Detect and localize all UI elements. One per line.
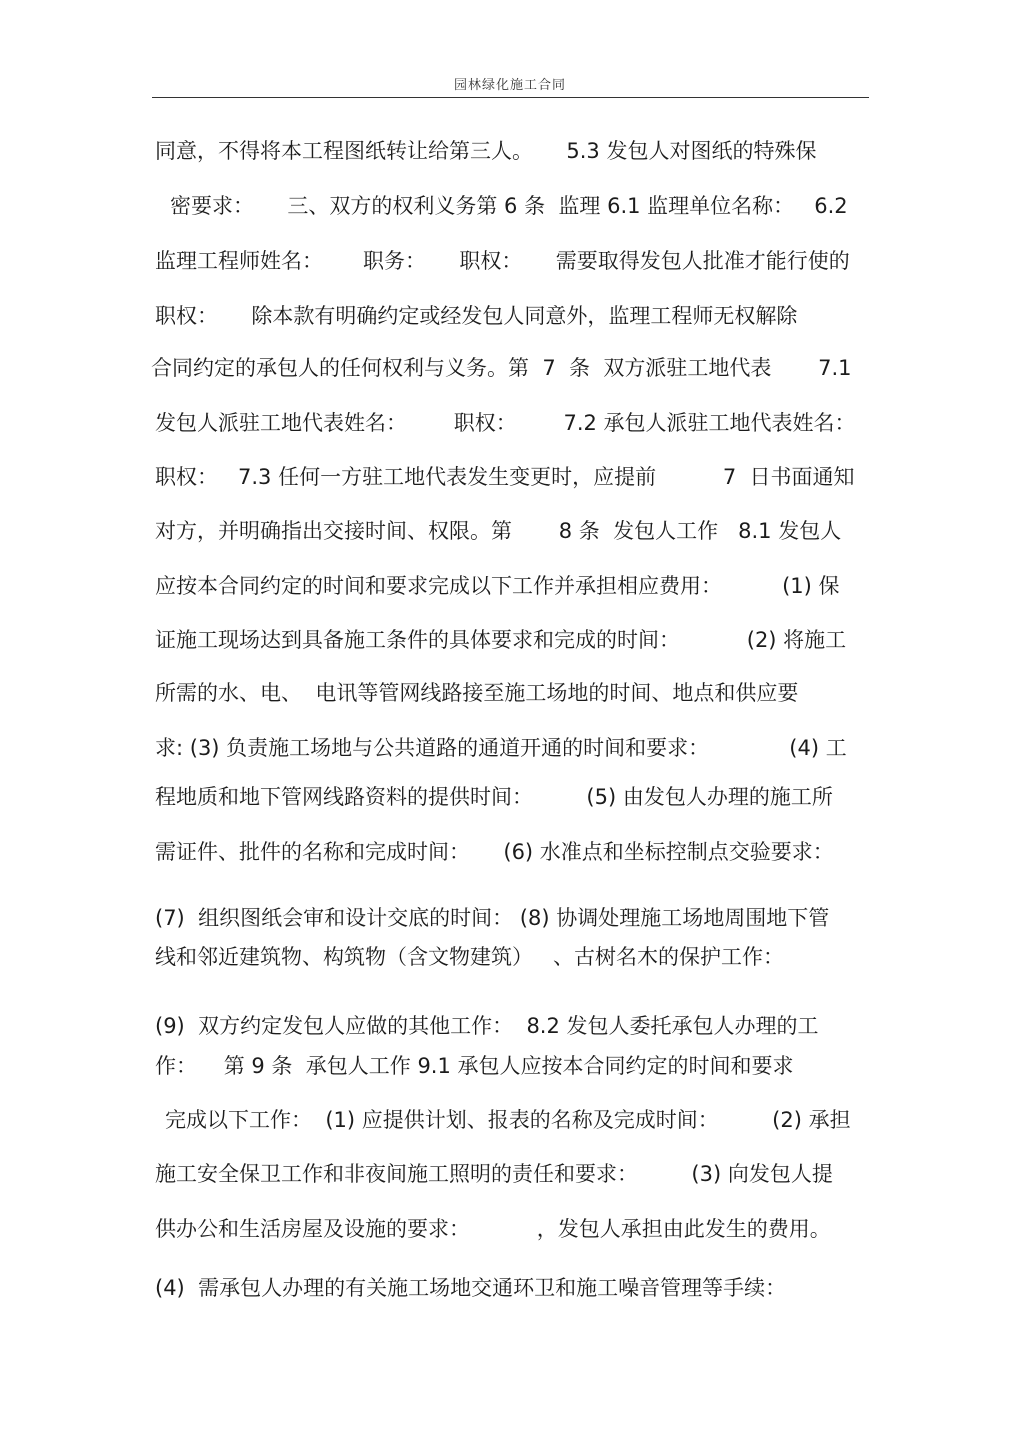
body-line: (9) 双方约定发包人应做的其他工作： 8.2 发包人委托承包人办理的工 — [155, 1014, 819, 1038]
body-line: (4) 需承包人办理的有关施工场地交通环卫和施工噪音管理等手续： — [155, 1276, 787, 1300]
body-line: 发包人派驻工地代表姓名： 职权： 7.2 承包人派驻工地代表姓名： — [155, 411, 856, 435]
body-line: 需证件、批件的名称和完成时间： (6) 水准点和坐标控制点交验要求： — [155, 840, 834, 864]
body-line: 监理工程师姓名： 职务： 职权： 需要取得发包人批准才能行使的 — [155, 249, 850, 273]
body-line: 对方，并明确指出交接时间、权限。第 8 条 发包人工作 8.1 发包人 — [155, 519, 842, 543]
body-line: 作： 第 9 条 承包人工作 9.1 承包人应按本合同约定的时间和要求 — [155, 1054, 794, 1078]
body-line: 应按本合同约定的时间和要求完成以下工作并承担相应费用： (1) 保 — [155, 574, 840, 598]
body-line: 职权： 除本款有明确约定或经发包人同意外，监理工程师无权解除 — [155, 304, 798, 328]
body-line: 所需的水、电、 电讯等管网线路接至施工场地的时间、地点和供应要 — [155, 681, 799, 705]
body-line: 合同约定的承包人的任何权利与义务。第 7 条 双方派驻工地代表 7.1 — [151, 356, 852, 380]
body-line: 求: (3) 负责施工场地与公共道路的通道开通的时间和要求： (4) 工 — [155, 736, 847, 760]
body-line: 供办公和生活房屋及设施的要求： ，发包人承担由此发生的费用。 — [155, 1217, 831, 1241]
body-line: (7) 组织图纸会审和设计交底的时间： (8) 协调处理施工场地周围地下管 — [155, 906, 830, 930]
body-line: 线和邻近建筑物、构筑物（含文物建筑） 、古树名木的保护工作： — [155, 945, 785, 969]
body-line: 施工安全保卫工作和非夜间施工照明的责任和要求： (3) 向发包人提 — [155, 1162, 833, 1186]
body-line: 程地质和地下管网线路资料的提供时间： (5) 由发包人办理的施工所 — [155, 785, 833, 809]
body-line: 证施工现场达到具备施工条件的具体要求和完成的时间： (2) 将施工 — [155, 628, 847, 652]
header-divider — [152, 97, 869, 98]
body-line: 职权： 7.3 任何一方驻工地代表发生变更时，应提前 7 日书面通知 — [155, 465, 855, 489]
page-header-title: 园林绿化施工合同 — [453, 78, 566, 93]
body-line: 密要求： 三、双方的权利义务第 6 条 监理 6.1 监理单位名称： 6.2 — [170, 194, 848, 218]
body-line: 同意，不得将本工程图纸转让给第三人。 5.3 发包人对图纸的特殊保 — [155, 139, 817, 163]
body-line: 完成以下工作： (1) 应提供计划、报表的名称及完成时间： (2) 承担 — [165, 1108, 851, 1132]
